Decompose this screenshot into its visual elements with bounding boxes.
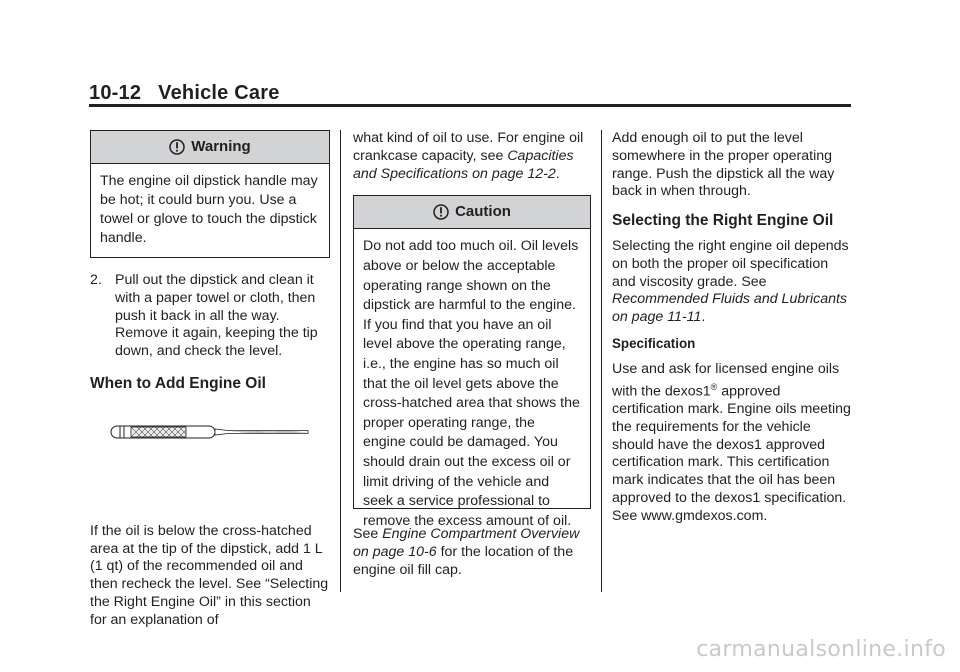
column-divider-2: [601, 130, 602, 592]
warning-title: Warning: [191, 138, 251, 156]
add-enough-paragraph: Add enough oil to put the level somewhere in the proper operating range. Push the dipstick all the way back in when through.: [612, 130, 835, 200]
see-end: for the location of the engine oil fill cap.: [353, 544, 574, 578]
registered-mark: ®: [710, 381, 718, 392]
see-paragraph: [353, 526, 591, 579]
fluids-link[interactable]: Recommended Fluids and Lubricants on page 11-11: [612, 291, 848, 326]
warning-circle-icon: [433, 204, 449, 220]
caution-header: [354, 196, 590, 229]
dipstick-illustration: [110, 420, 310, 444]
column-1: [90, 130, 330, 630]
heading-when-to-add: When to Add Engine Oil: [90, 374, 266, 392]
section-title: Vehicle Care: [158, 82, 280, 104]
oil-type-text: what kind of oil to use. For engine oil crankcase capacity, see: [353, 130, 584, 164]
header-rule: [89, 104, 851, 107]
selecting-text: Selecting the right engine oil depends on both the proper oil specification and viscosity grade. See: [612, 237, 849, 290]
column-divider-1: [340, 130, 341, 592]
column-2: [353, 130, 591, 580]
caution-title: Caution: [455, 203, 511, 221]
warning-box: [90, 130, 330, 258]
caution-body: Do not add too much oil. Oil levels above or below the acceptable operating range shown on the dipstick are harmful to the engine. If you find that you have an oil level above the operating range, i.e., the engine has so much oil that the oil level gets above the cross-hatched area that shows the proper operating range, the engine could be damaged. You should drain out the excess oil or limit driving of the vehicle and seek a service professional to remove the excess amount of oil.: [363, 238, 580, 529]
spec-text-a: Use and ask for licensed engine oils with the dexos1: [612, 360, 840, 400]
warning-header: [91, 131, 329, 164]
spec-text-b: approved certification mark. Engine oils meeting the requirements for the vehicle should have the dexos1 approved certification mark. This certification mark indicates that the oil has been approved to the dexos1 specification. See www.gmdexos.com.: [612, 383, 851, 524]
see-word: See: [353, 526, 379, 543]
engine-compartment-link[interactable]: Engine Compartment Overview on page 10-6: [353, 526, 580, 561]
capacities-link[interactable]: Capacities and Specifications on page 12-2: [353, 147, 574, 182]
heading-selecting-oil: Selecting the Right Engine Oil: [612, 212, 834, 230]
warning-circle-icon: [169, 139, 185, 155]
watermark: carmanualsonline.info: [696, 637, 946, 662]
column-3: [612, 130, 852, 526]
selecting-end: .: [701, 309, 706, 326]
add-oil-paragraph: If the oil is below the cross-hatched area at the tip of the dipstick, add 1 L (1 qt) of the recommended oil and then recheck the level. See “Selecting the Right Engine Oil” in this section for an explanation of: [90, 522, 329, 628]
oil-type-paragraph: [353, 130, 591, 183]
specification-paragraph: [612, 361, 852, 526]
step-number: 2.: [90, 272, 102, 288]
page-number: 10-12: [89, 82, 142, 104]
caution-box: [353, 195, 591, 529]
oil-type-end: .: [555, 165, 560, 182]
warning-body: The engine oil dipstick handle may be hot; it could burn you. Use a towel or glove to touch the dipstick handle.: [100, 173, 318, 246]
subheading-specification: Specification: [612, 335, 696, 351]
page-header: [89, 82, 280, 105]
step-2: [90, 272, 330, 361]
step-text: Pull out the dipstick and clean it with a paper towel or cloth, then push it back in all the way. Remove it again, keeping the tip down, and check the level.: [115, 272, 318, 360]
selecting-paragraph: [612, 238, 852, 327]
